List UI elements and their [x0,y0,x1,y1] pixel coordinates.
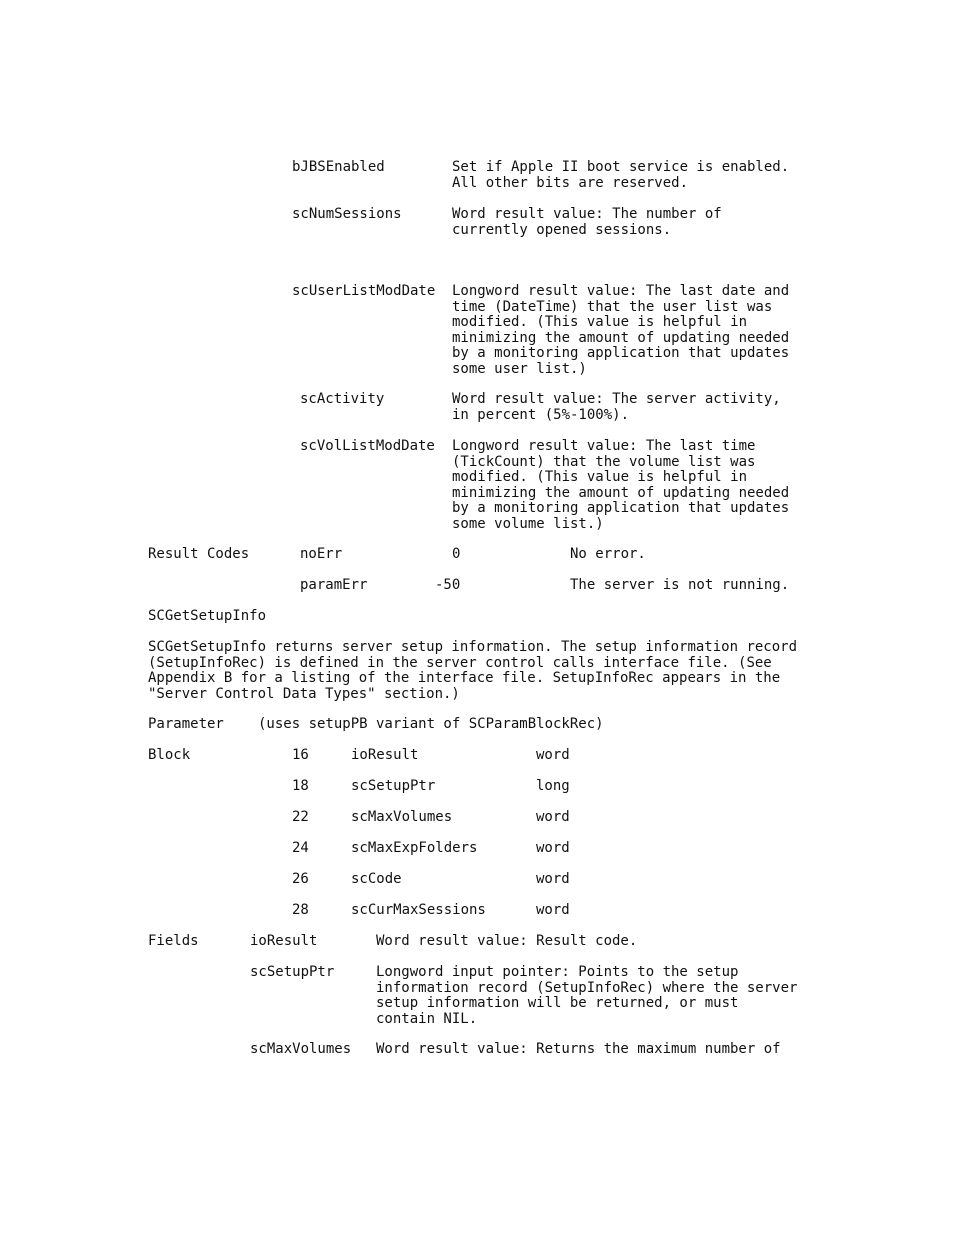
field-name-scsetupptr: scSetupPtr [250,964,335,980]
field-name-scnumsessions: scNumSessions [292,206,402,222]
block-offset: 18 [292,778,309,794]
block-field-name: scMaxExpFolders [351,840,478,856]
fields-label: Fields [148,933,199,949]
block-offset: 16 [292,747,309,763]
result-code-description: No error. [570,546,646,562]
field-name-bjbsenabled: bJBSEnabled [292,159,385,175]
field-name-scactivity: scActivity [300,391,385,407]
block-field-name: scCode [351,871,402,887]
block-field-type: word [536,871,570,887]
block-label: Block [148,747,191,763]
block-field-name: scCurMaxSessions [351,902,486,918]
block-field-type: word [536,809,570,825]
result-code-value: -50 [435,577,461,593]
block-field-type: word [536,747,570,763]
block-field-type: word [536,902,570,918]
block-field-type: long [536,778,570,794]
section-title: SCGetSetupInfo [148,608,267,624]
field-name-ioresult: ioResult [250,933,318,949]
field-desc-scnumsessions: Word result value: The number of currently opened sessions. [452,206,722,238]
field-name-scuserlistmoddate: scUserListModDate [292,283,436,299]
field-desc-scactivity: Word result value: The server activity, in percent (5%-100%). [452,391,781,423]
field-desc-bjbsenabled: Set if Apple II boot service is enabled. All other bits are reserved. [452,159,790,191]
parameter-label: Parameter [148,716,224,732]
section-intro: SCGetSetupInfo returns server setup information. The setup information record (SetupInfoRec) is defined in the server control calls interface file. (See Appendix B for a listing of the interface file. SetupInfoRec appears in the "Server Control Data Types" section.) [148,639,798,702]
block-offset: 26 [292,871,309,887]
parameter-text: (uses setupPB variant of SCParamBlockRec) [258,716,604,732]
result-codes-label: Result Codes [148,546,250,562]
field-desc-ioresult: Word result value: Result code. [376,933,638,949]
result-code-name: noErr [300,546,343,562]
result-code-name: paramErr [300,577,368,593]
block-field-type: word [536,840,570,856]
field-name-scmaxvolumes: scMaxVolumes [250,1041,352,1057]
field-desc-scuserlistmoddate: Longword result value: The last date and time (DateTime) that the user list was modified. (This value is helpful in minimizing the amount of updating needed by a monitoring application that updates some user list.) [452,283,790,377]
field-desc-scsetupptr: Longword input pointer: Points to the setup information record (SetupInfoRec) where the server setup information will be returned, or must contain NIL. [376,964,798,1027]
field-desc-scvollistmoddate: Longword result value: The last time (TickCount) that the volume list was modified. (This value is helpful in minimizing the amount of updating needed by a monitoring application that updates some volume list.) [452,438,790,532]
block-offset: 22 [292,809,309,825]
block-field-name: scSetupPtr [351,778,436,794]
result-code-description: The server is not running. [570,577,790,593]
field-name-scvollistmoddate: scVolListModDate [300,438,435,454]
block-field-name: ioResult [351,747,419,763]
block-offset: 28 [292,902,309,918]
block-offset: 24 [292,840,309,856]
result-code-value: 0 [452,546,461,562]
block-field-name: scMaxVolumes [351,809,453,825]
field-desc-scmaxvolumes: Word result value: Returns the maximum number of [376,1041,781,1057]
